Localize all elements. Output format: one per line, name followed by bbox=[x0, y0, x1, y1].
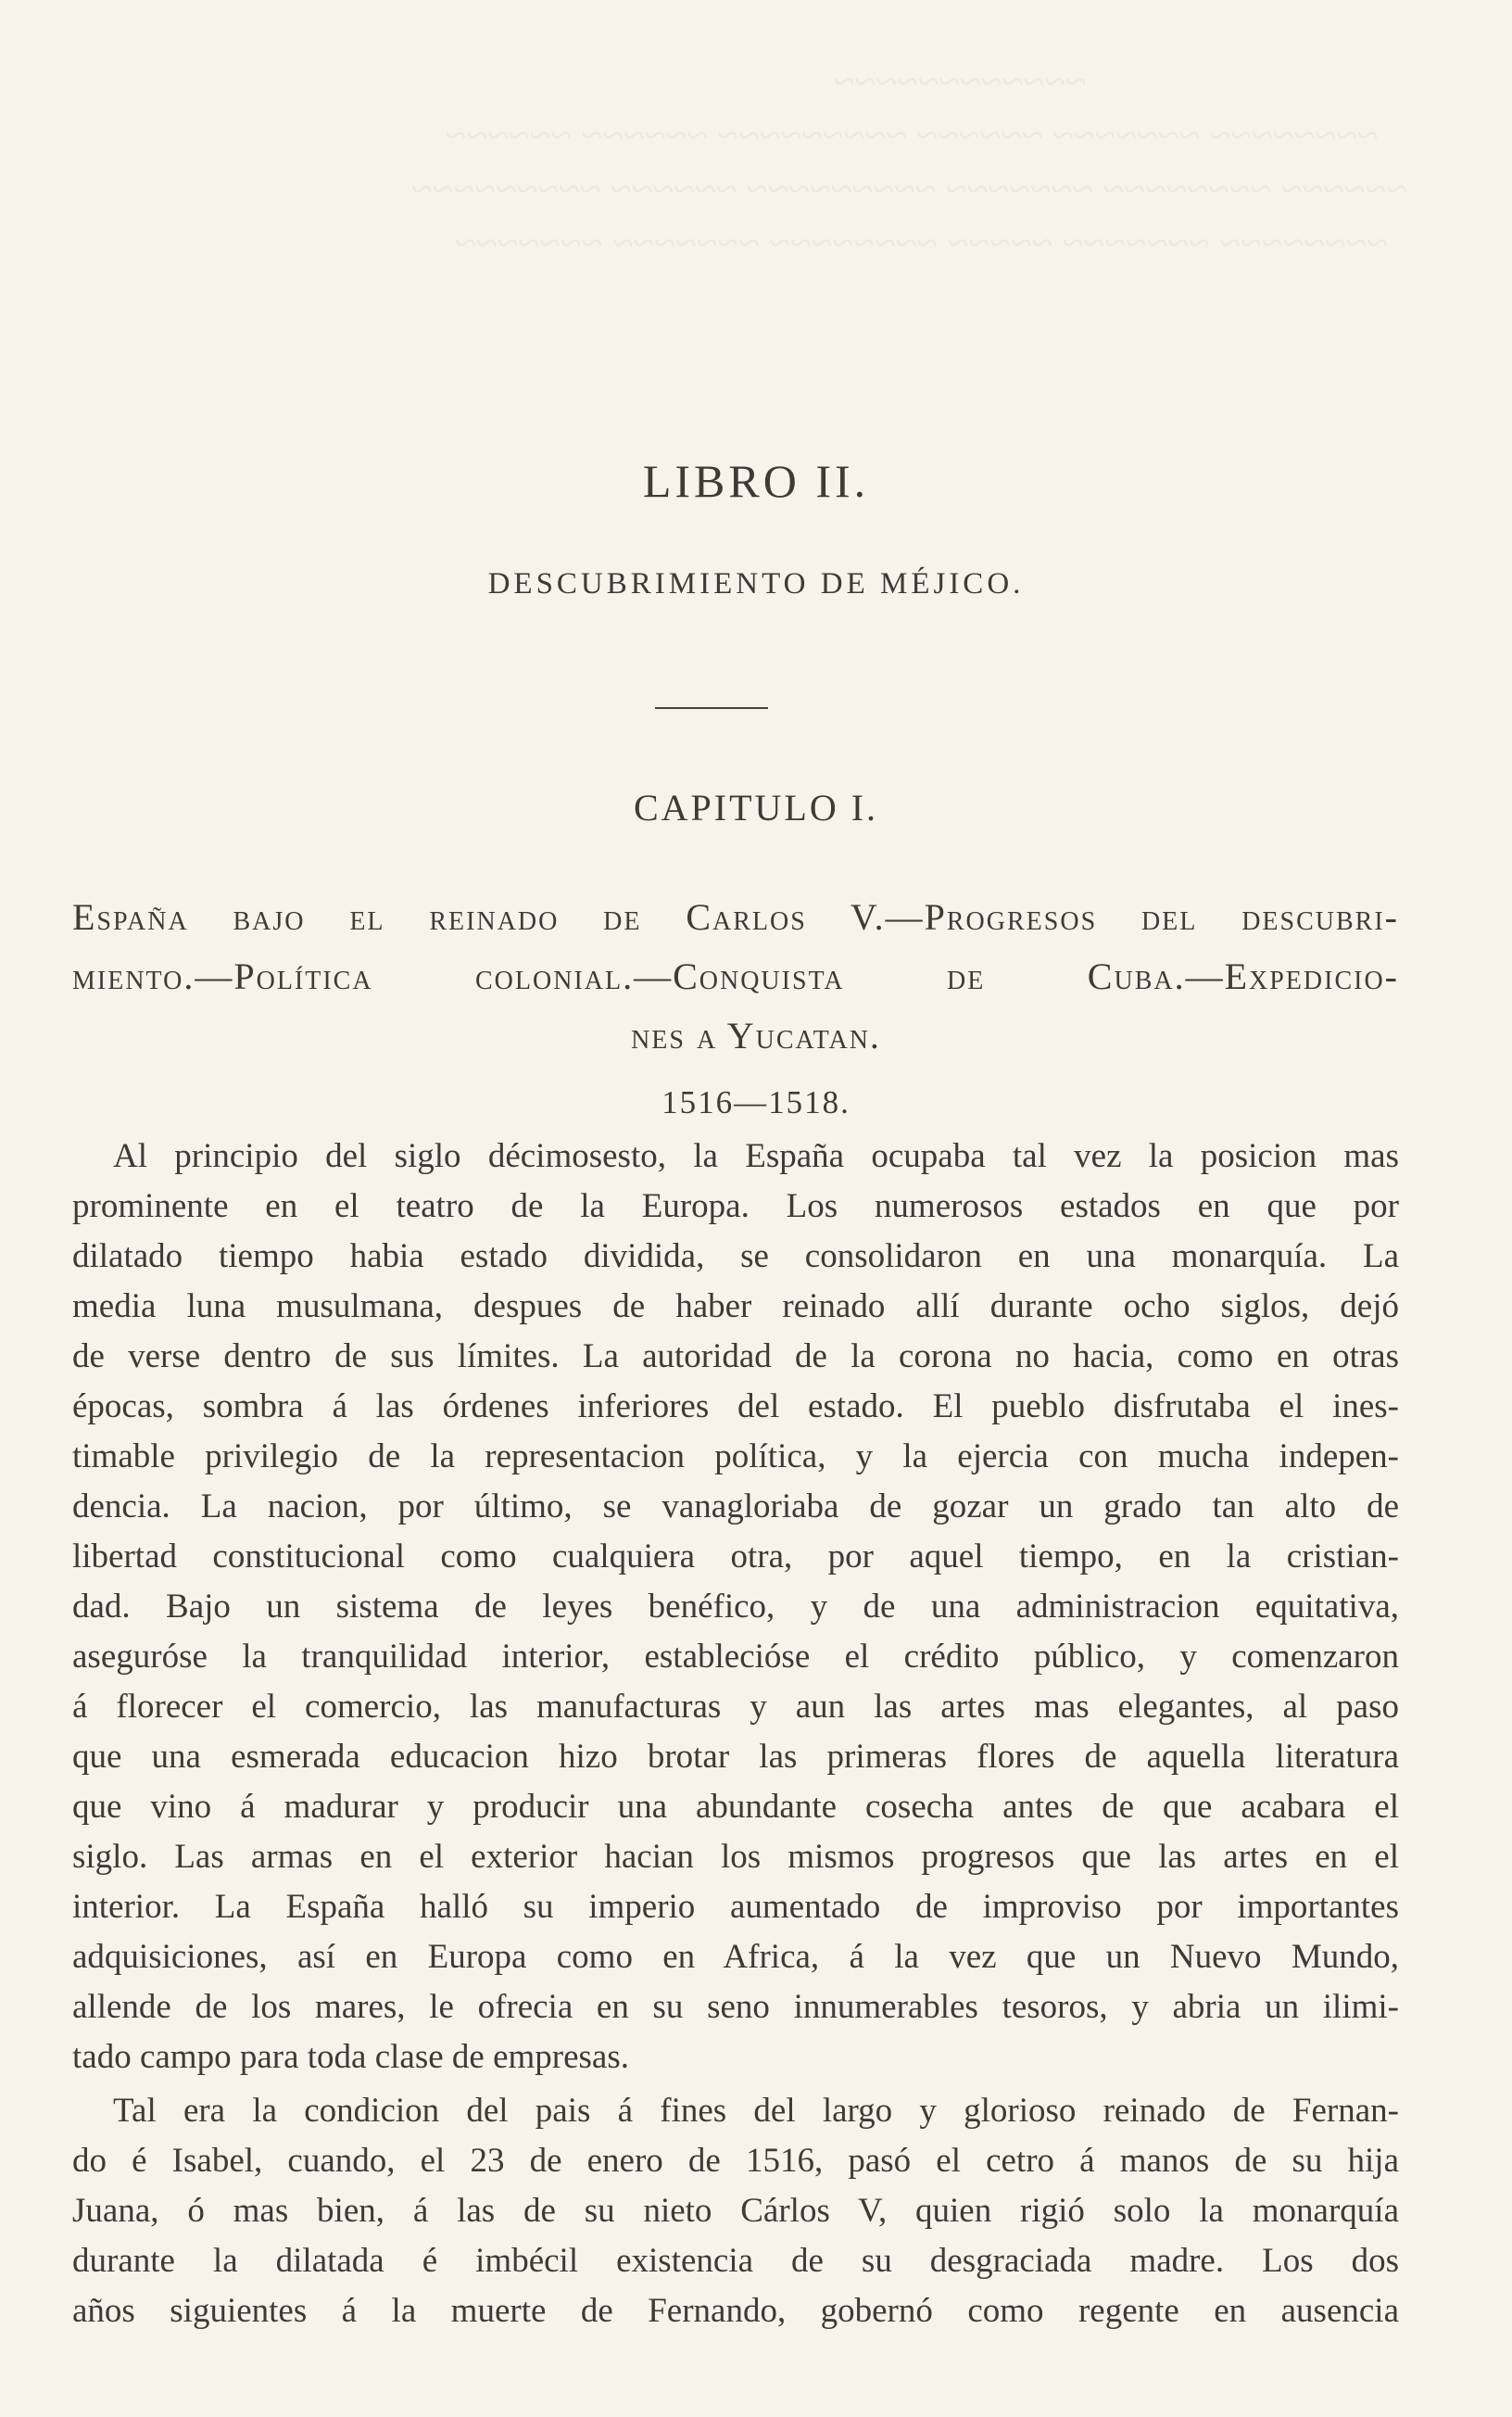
body-text-line: adquisiciones, así en Europa como en Africa, á la vez que un Nuevo Mundo, bbox=[72, 1938, 1399, 1976]
body-text-line: dilatado tiempo habia estado dividida, se consolidaron en una monarquía. La bbox=[72, 1237, 1399, 1275]
body-text-line: de verse dentro de sus límites. La autoridad de la corona no hacia, como en otras bbox=[72, 1337, 1399, 1375]
body-text-line: interior. La España halló su imperio aumentado de improviso por importantes bbox=[72, 1888, 1399, 1926]
body-text-line: durante la dilatada é imbécil existencia de su desgraciada madre. Los dos bbox=[72, 2242, 1399, 2280]
body-text-line: dencia. La nacion, por último, se vanagloriaba de gozar un grado tan alto de bbox=[72, 1487, 1399, 1525]
body-text-line: do é Isabel, cuando, el 23 de enero de 1516, pasó el cetro á manos de su hija bbox=[72, 2142, 1399, 2180]
body-text-line: dad. Bajo un sistema de leyes benéfico, y de una administracion equitativa, bbox=[72, 1588, 1399, 1626]
body-text-line: que una esmerada educacion hizo brotar las primeras flores de aquella literatura bbox=[72, 1738, 1399, 1776]
body-text-line: prominente en el teatro de la Europa. Los numerosos estados en que por bbox=[72, 1187, 1399, 1225]
body-text-line: aseguróse la tranquilidad interior, establecióse el crédito público, y comenzaron bbox=[72, 1638, 1399, 1676]
book-subtitle: DESCUBRIMIENTO DE MÉJICO. bbox=[487, 567, 1025, 601]
body-text-line: Al principio del siglo décimosesto, la España ocupaba tal vez la posicion mas bbox=[113, 1137, 1399, 1175]
body-text-line: media luna musulmana, despues de haber reinado allí durante ocho siglos, dejó bbox=[72, 1287, 1399, 1325]
body-text-line: á florecer el comercio, las manufacturas y aun las artes mas elegantes, al paso bbox=[72, 1688, 1399, 1726]
divider-rule bbox=[655, 707, 768, 709]
body-text-line: timable privilegio de la representacion política, y la ejercia con mucha indepen- bbox=[72, 1437, 1399, 1475]
book-title: LIBRO II. bbox=[642, 455, 870, 507]
body-text-line: que vino á madurar y producir una abundante cosecha antes de que acabara el bbox=[72, 1788, 1399, 1826]
bleed-through-text: ~~~~~~~~~~~~ ~~~~~~~~ ~~~~~~~ ~~~~~~ ~~~~~~~~~ ~~~~~~ ~~~~~~ ~~~~~~ ~~~~~~~~ ~~~~~~~ ~~~~~~~~~ ~~~~~~ ~~~~~~~~~ ~~~~~~~~ ~~~~~~~ ~~~~~ ~~~~~~~~ ~~~~~~~ ~~~~~~~ bbox=[410, 61, 1407, 265]
chapter-summary-line: nes a Yucatan. bbox=[631, 1015, 881, 1057]
chapter-summary-line: miento.—Política colonial.—Conquista de Cuba.—Expedicio- bbox=[72, 955, 1399, 997]
body-text-line: épocas, sombra á las órdenes inferiores del estado. El pueblo disfrutaba el ines- bbox=[72, 1387, 1399, 1425]
body-text-line: Juana, ó mas bien, á las de su nieto Cárlos V, quien rigió solo la monarquía bbox=[72, 2192, 1399, 2230]
body-text-line: allende de los mares, le ofrecia en su seno innumerables tesoros, y abria un ilimi- bbox=[72, 1988, 1399, 2026]
chapter-heading: CAPITULO I. bbox=[633, 787, 879, 829]
body-text-line: Tal era la condicion del pais á fines del largo y glorioso reinado de Fernan- bbox=[113, 2092, 1399, 2130]
chapter-summary-line: España bajo el reinado de Carlos V.—Progresos del descubri- bbox=[72, 896, 1399, 938]
body-text-line: años siguientes á la muerte de Fernando, gobernó como regente en ausencia bbox=[72, 2292, 1399, 2330]
body-text-line: libertad constitucional como cualquiera otra, por aquel tiempo, en la cristian- bbox=[72, 1538, 1399, 1575]
body-text-line: tado campo para toda clase de empresas. bbox=[72, 2038, 629, 2076]
chapter-dates: 1516—1518. bbox=[662, 1084, 850, 1120]
body-text-line: siglo. Las armas en el exterior hacian los mismos progresos que las artes en el bbox=[72, 1838, 1399, 1876]
